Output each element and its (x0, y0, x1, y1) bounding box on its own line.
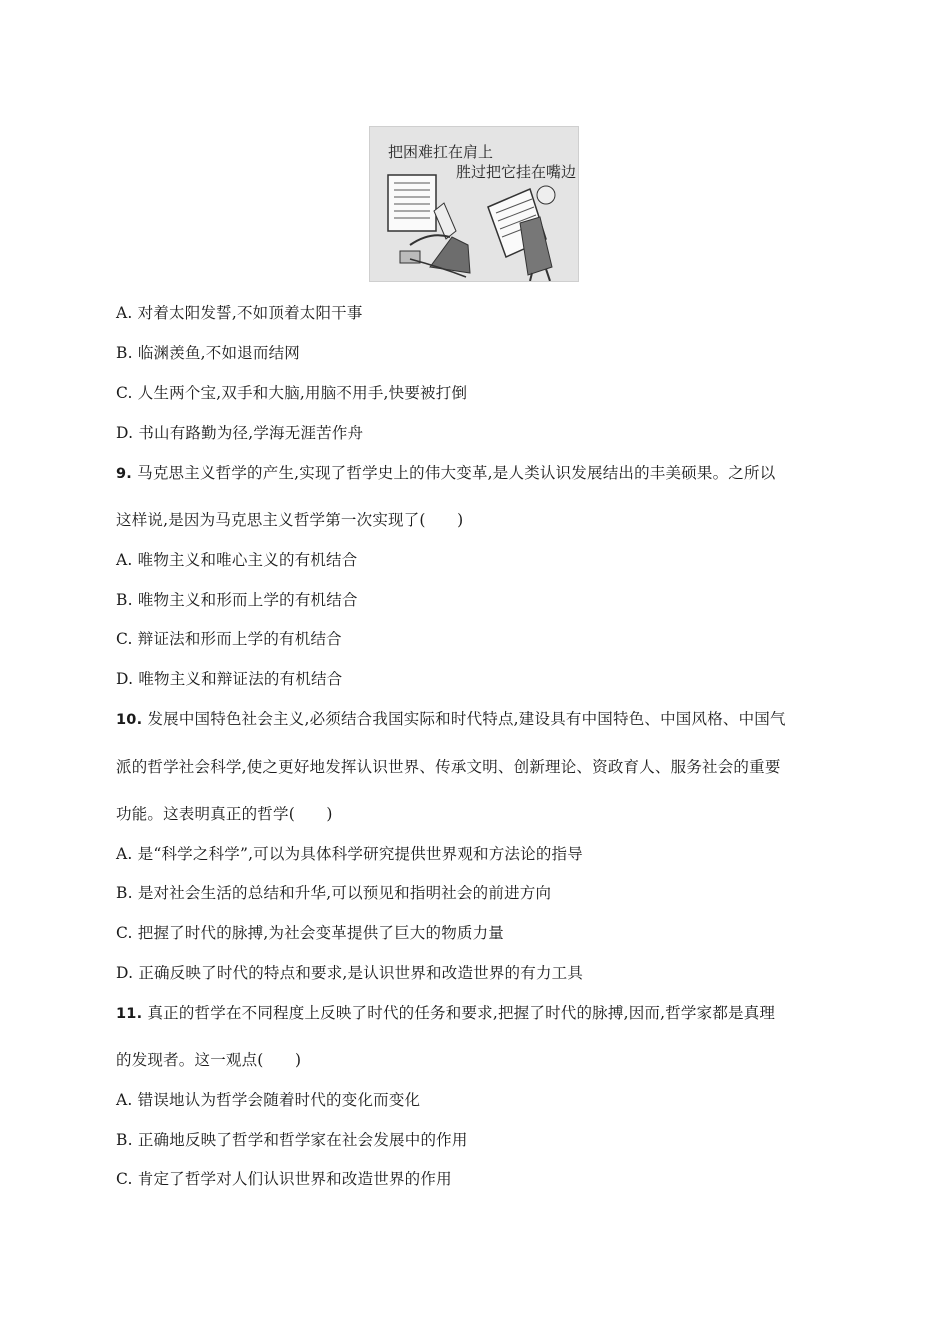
q11-number: 11. (116, 1006, 143, 1022)
q10-option-b: B. 是对社会生活的总结和升华,可以预见和指明社会的前进方向 (116, 884, 552, 902)
q8-option-a: A. 对着太阳发誓,不如顶着太阳干事 (116, 304, 363, 322)
cartoon-caption-line1: 把困难扛在肩上 (388, 143, 494, 161)
right-figure-icon (488, 186, 555, 281)
cartoon-illustration (369, 126, 579, 282)
q9-option-a: A. 唯物主义和唯心主义的有机结合 (116, 551, 358, 569)
q11-option-c: C. 肯定了哲学对人们认识世界和改造世界的作用 (116, 1170, 452, 1188)
q11-option-a: A. 错误地认为哲学会随着时代的变化而变化 (116, 1091, 421, 1109)
q9-stem-text1: 马克思主义哲学的产生,实现了哲学史上的伟大变革,是人类认识发展结出的丰美硕果。之所以 (137, 464, 776, 482)
q10-number: 10. (116, 712, 143, 728)
q9-option-c: C. 辩证法和形而上学的有机结合 (116, 630, 342, 648)
q8-option-b: B. 临渊羡鱼,不如退而结网 (116, 344, 300, 362)
cartoon-caption-line2: 胜过把它挂在嘴边 (456, 163, 577, 181)
q10-option-d: D. 正确反映了时代的特点和要求,是认识世界和改造世界的有力工具 (116, 964, 584, 982)
q9-stem-line2: 这样说,是因为马克思主义哲学第一次实现了( ) (116, 511, 464, 529)
q11-stem-line1 (116, 1003, 775, 1024)
q10-stem-text1: 发展中国特色社会主义,必须结合我国实际和时代特点,建设具有中国特色、中国风格、中国气 (147, 710, 786, 728)
q9-option-b: B. 唯物主义和形而上学的有机结合 (116, 591, 358, 609)
q9-stem-line1 (116, 463, 775, 484)
q9-number: 9. (116, 466, 132, 482)
left-paper-icon (388, 175, 436, 231)
q10-stem-line3: 功能。这表明真正的哲学( ) (116, 805, 333, 823)
q10-stem-line2: 派的哲学社会科学,使之更好地发挥认识世界、传承文明、创新理论、资政育人、服务社会的重要 (116, 758, 781, 776)
q10-option-c: C. 把握了时代的脉搏,为社会变革提供了巨大的物质力量 (116, 924, 504, 942)
q11-option-b: B. 正确地反映了哲学和哲学家在社会发展中的作用 (116, 1131, 468, 1149)
q8-option-c: C. 人生两个宝,双手和大脑,用脑不用手,快要被打倒 (116, 384, 468, 402)
q11-stem-text1: 真正的哲学在不同程度上反映了时代的任务和要求,把握了时代的脉搏,因而,哲学家都是真理 (147, 1004, 776, 1022)
cartoon-drawing (370, 127, 578, 281)
q8-option-d: D. 书山有路勤为径,学海无涯苦作舟 (116, 424, 364, 442)
q9-option-d: D. 唯物主义和辩证法的有机结合 (116, 670, 343, 688)
q11-stem-line2: 的发现者。这一观点( ) (116, 1051, 302, 1069)
q10-option-a: A. 是“科学之科学”,可以为具体科学研究提供世界观和方法论的指导 (116, 845, 583, 863)
q10-stem-line1 (116, 709, 786, 730)
